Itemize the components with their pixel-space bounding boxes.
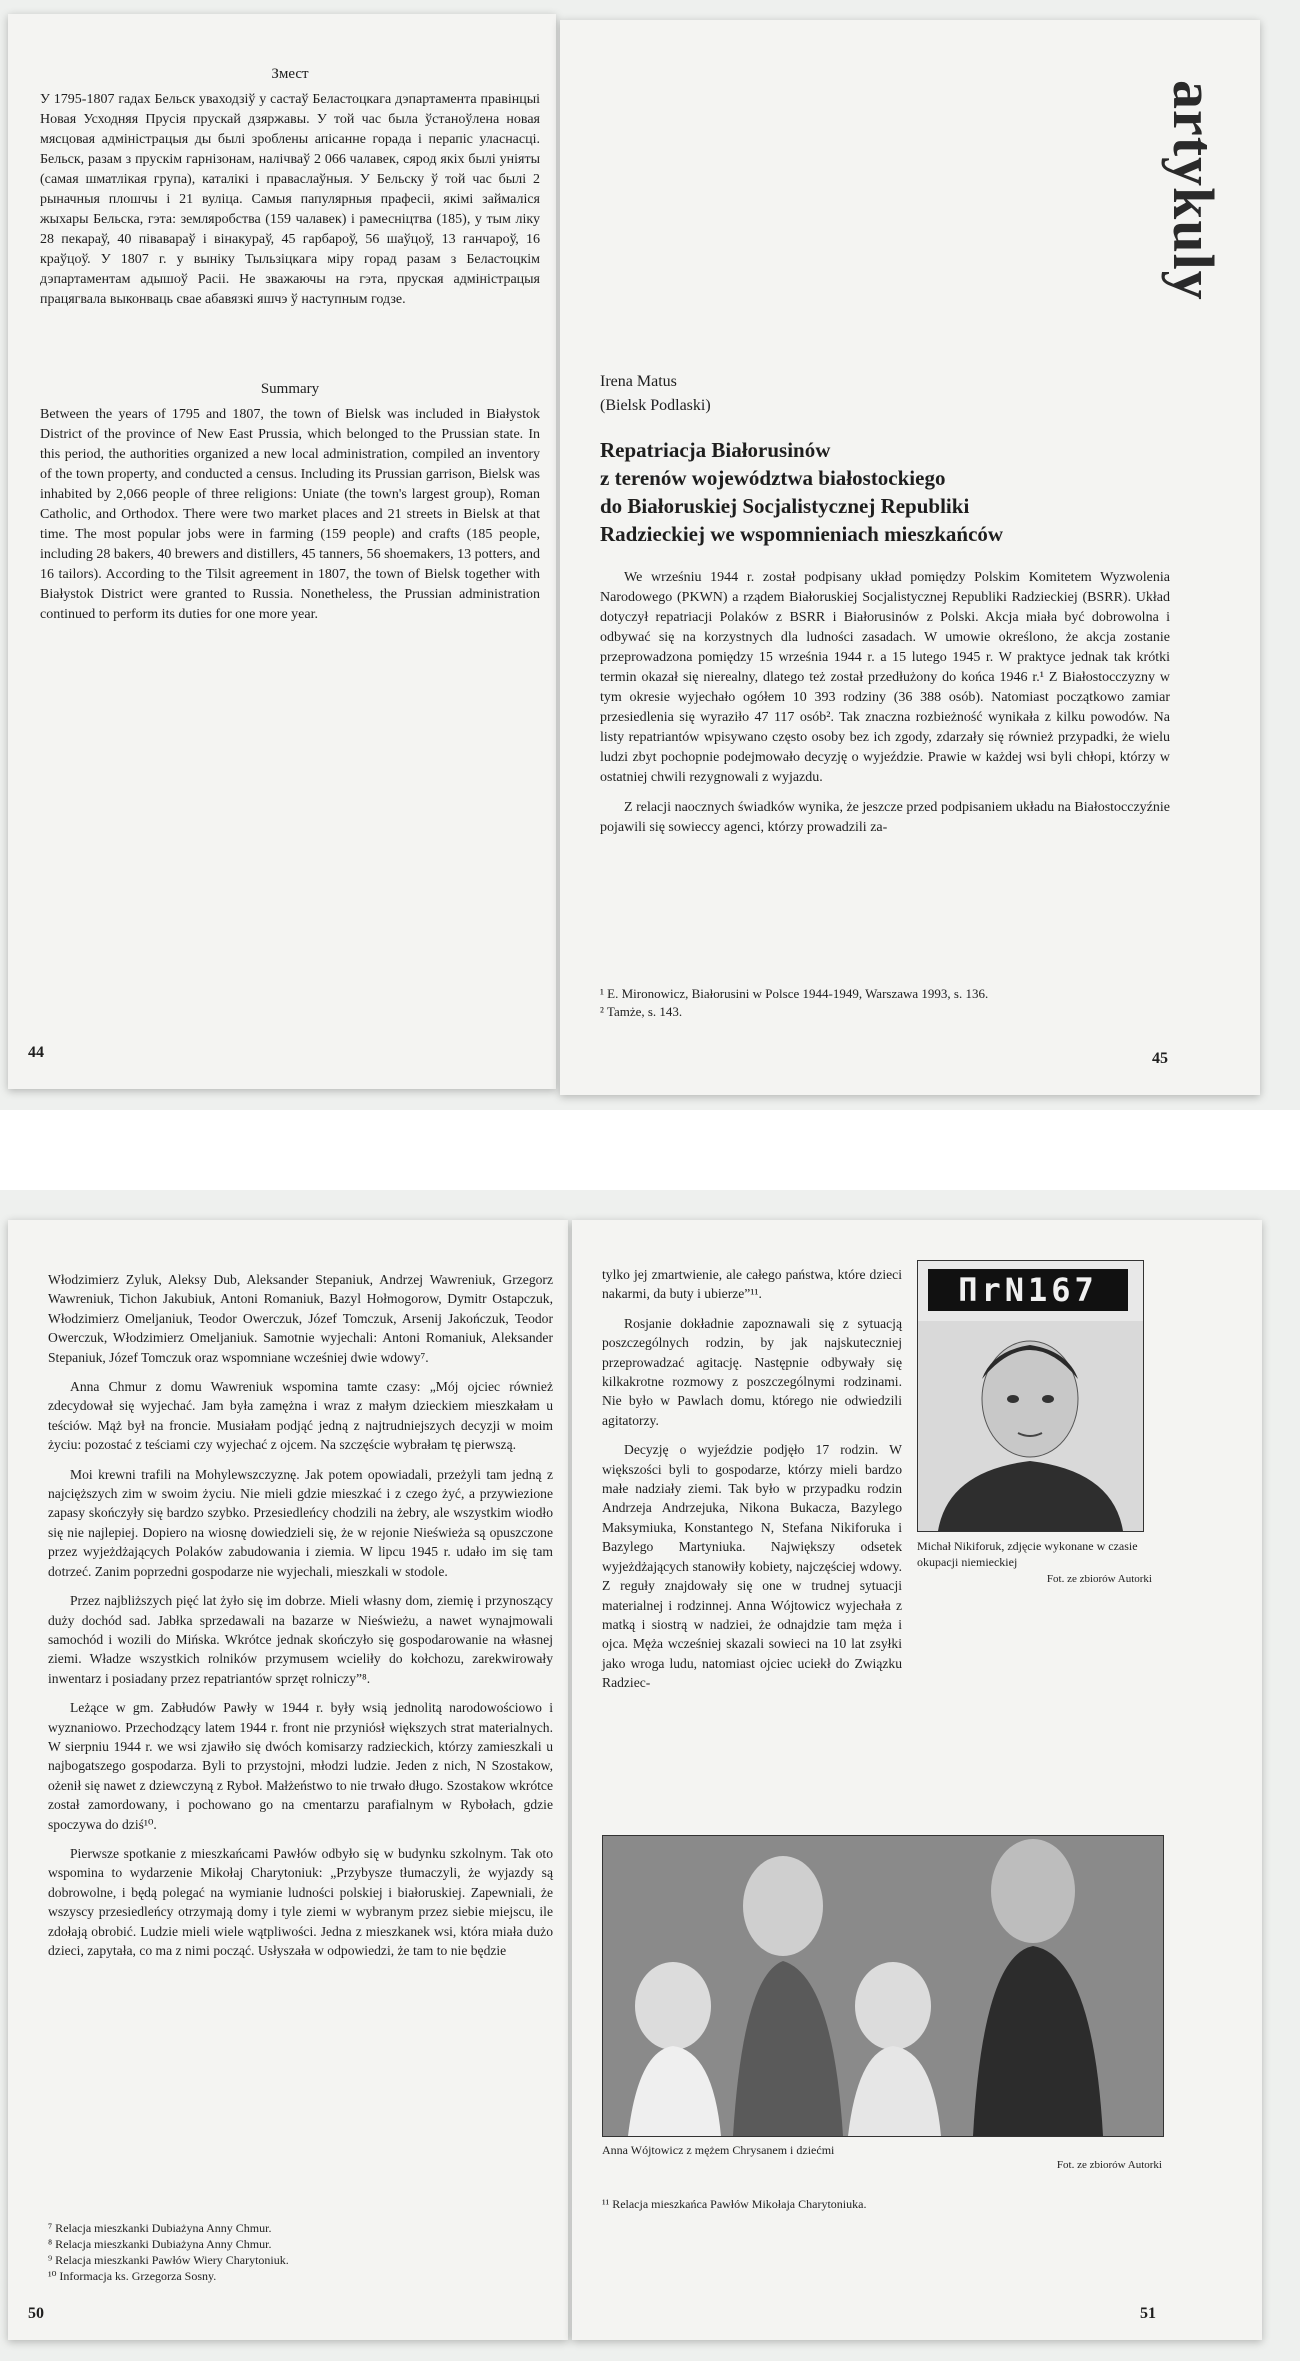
bottom-spread — [0, 1190, 1300, 2361]
paragraph: Leżące w gm. Zabłudów Pawły w 1944 r. były wsią jednolitą narodowościowo i wyznaniowo. Przechodzący latem 1944 r. front nie przyniósł większych strat materialnych. W sierpniu 1944 r. we wsi zjawiło się dwóch komisarzy radzieckich, którzy zamieszkali u najbogatszego gospodarza. Byli to przystojni, młodzi ludzie. Jeden z nich, N Szostakow, ożenił się nawet z dziewczyną z Ryboł. Małżeństwo to nie trwało długo. Szostakow wkrótce został zamordowany, i pochowano go na cmentarzu parafialnym w Rybołach, gdzie spoczywa do dziś¹⁰. — [48, 1700, 553, 1832]
footnote: ² Tamże, s. 143. — [600, 1004, 683, 1019]
paragraph: We wrześniu 1944 r. został podpisany układ pomiędzy Polskim Komitetem Wyzwolenia Narodowego (PKWN) a rządem Białoruskiej Socjalistycznej Republiki Radzieckiej (BSRR). Układ dotyczył repatriacji Polaków z BSRR i Białorusinów z Polski. Akcja miała być dobrowolna i odbywać się na korzystnych dla ludności zasadach. W umowie określono, że akcja zostanie przeprowadzona pomiędzy 15 września 1944 r. a 15 lutego 1945 r. W praktyce jednak tak krótki termin okazał się nierealny, dlatego też został przedłużony do końca 1946 r.¹ Z Białostocczyzny w tym okresie wyjechało ogółem 10 393 rodziny (36 388 osób). Natomiast początkowo zamiar przesiedlenia się wyraziło 47 117 osób². Tak znaczna rozbieżność wynikała z kilku powodów. Na listy repatriantów wpisywano często osoby bez ich zgody, zdarzały się również przypadki, że wielu ludzi zbyt pochopnie podejmowało decyzję o wyjeździe. Prawie w każdej wsi byli chłopi, którzy w ostatniej chwili rezygnowali z wyjazdu. — [600, 570, 1170, 785]
article-body — [602, 1265, 902, 1703]
footnote: ¹¹ Relacja mieszkańca Pawłów Mikołaja Charytoniuka. — [602, 2197, 867, 2211]
photo-caption: Michał Nikiforuk, zdjęcie wykonane w czasie okupacji niemieckiej — [917, 1539, 1138, 1569]
zmest-section — [40, 64, 540, 320]
page-50 — [8, 1220, 568, 2340]
page-number: 50 — [28, 2305, 44, 2322]
footnote: ⁸ Relacja mieszkanki Dubiażyna Anny Chmur. — [48, 2237, 272, 2251]
photo-credit: Fot. ze zbiorów Autorki — [1046, 1573, 1152, 1585]
summary-section — [40, 379, 540, 635]
article-body — [600, 370, 1170, 848]
author-name: Irena Matus — [600, 373, 677, 390]
paragraph: Rosjanie dokładnie zapoznawali się z sytuacją poszczególnych rodzin, by jak najskuteczniej przeprowadzać agitację. Następnie odbywały się kilkakrotne rozmowy z poszczególnymi rodzinami. Nie było w Pawlach domu, którego nie odwiedzili agitatorzy. — [602, 1315, 902, 1428]
paragraph: Przez najbliższych pięć lat żyło się im dobrze. Mieli własny dom, ziemię i przynoszący duży dochód sad. Jabłka sprzedawali na bazarze w Nieświeżu, a nawet wynajmowali samochód i wozili do Mińska. Wkrótce jednak skończyło się gospodarowanie na własnej ziemi. Władze wszystkich rolników przymusem wcieliły do kołchozu, zarekwirowały inwentarz i posiadany przez repatriantów sprzęt rolniczy”⁸. — [48, 1593, 553, 1686]
photo-sign: ΠrN167 — [928, 1269, 1128, 1311]
footnote: ¹ E. Mironowicz, Białorusini w Polsce 1944-1949, Warszawa 1993, s. 136. — [600, 986, 989, 1001]
title-line: Repatriacja Białorusinów — [600, 438, 831, 462]
paragraph: Pierwsze spotkanie z mieszkańcami Pawłów odbyło się w budynku szkolnym. Tak oto wspomina to wydarzenie Mikołaj Charytoniuk: „Przybysze tłumaczyli, że wyjazdy są dobrowolne, i będą polegać na wymianie ludności polskiej i białoruskiej. Zapewniali, że wszyscy przesiedleńcy otrzymają domy i tyle ziemi w wybranym przez siebie miejscu, ile zdołają obrobić. Ludzie mieli wiele wątpliwości. Jedna z mieszkanek wsi, która miała dużo dzieci, zapytała, co ma z nimi począć. Usłyszała w odpowiedzi, że tam to nie będzie — [48, 1845, 553, 1958]
zmest-heading: Змест — [271, 66, 309, 82]
paragraph: Anna Chmur z domu Wawreniuk wspomina tamte czasy: „Mój ojciec również zdecydował się wyjechać. Jam była zamężna i wraz z małym dzieckiem mieszkałam u teściów. Mąż był na froncie. Musiałam podjąć jedną z najtrudniejszych decyzji w moim życiu: pozostać z teściami czy wyjechać z ojcem. Na szczęście wybrałam tę pierwszą. — [48, 1379, 553, 1453]
paragraph: Decyzję o wyjeździe podjęło 17 rodzin. W większości byli to gospodarze, którzy mieli bardzo małe nadziały ziemi. Tak było w przypadku rodzin Andrzeja Andrzejuka, Nikona Bukacza, Bazylego Maksymiuka, Konstantego N, Stefana Nikiforuka i Bazylego Martyniuka. Największy odsetek wyjeżdżających stanowiły kobiety, najczęściej wdowy. Z reguły znajdowały się one w trudnej sytuacji materialnej i rodzinnej. Anna Wójtowicz wyjechała z matką i siostrą w nadziei, że odnajdzie tam męża i ojca. Męża wcześniej skazali sowieci na 10 lat zsyłki jako wroga ludu, natomiast ojciec uciekł do Związku Radziec- — [602, 1442, 902, 1691]
page-51 — [572, 1220, 1262, 2340]
photo-credit: Fot. ze zbiorów Autorki — [1056, 2159, 1162, 2171]
paragraph: Z relacji naocznych świadków wynika, że jeszcze przed podpisaniem układu na Białostocczyźnie pojawili się sowieccy agenci, którzy prowadzili za- — [600, 800, 1170, 835]
page-45 — [560, 20, 1260, 1095]
zmest-text: У 1795-1807 гадах Бельск уваходзіў у састаў Беластоцкага дэпартамента правінцыі Новая Усходняя Прусія прускай дзяржавы. У той час была ўстаноўлена новая мясцовая адміністрацыя ды былі зроблены апісанне горада і перапіс уласнасці. Бельск, разам з прускім гарнізонам, налічваў 2 066 чалавек, сярод якіх былі уніяты (самая шматлікая група), каталікі і праваслаўныя. У Бельску ў той час былі 2 рыначныя плошчы і 21 вуліца. Самыя папулярныя прафесіі, якімі займаліся жыхары Бельска, гэта: земляробства (159 чалавек) і рамесніцтва (185), у тым ліку 28 пекараў, 40 півавараў і вінакураў, 45 гарбароў, 56 шаўцоў, 13 ганчароў, 16 краўцоў. У 1807 г. у выніку Тыльзіцкага міру горад разам з Беластоцкім дэпартаментам адышоў Расіі. Не зважаючы на гэта, пруская адміністрацыя працягвала выконваць свае абавязкі яшчэ ў наступным годзе. — [40, 92, 540, 307]
footnote: ¹⁰ Informacja ks. Grzegorza Sosny. — [48, 2269, 217, 2283]
footnote: ⁹ Relacja mieszkanki Pawłów Wiery Charytoniuk. — [48, 2253, 289, 2267]
title-line: do Białoruskiej Socjalistycznej Republiki — [600, 494, 970, 518]
paragraph: Włodzimierz Zyluk, Aleksy Dub, Aleksander Stepaniuk, Andrzej Wawreniuk, Grzegorz Wawreniuk, Tichon Jakubiuk, Antoni Romaniuk, Bazyl Hołmogorow, Dymitr Ostapczuk, Włodzimierz Omeljaniuk, Teodor Owerczuk, Józef Tomczuk, Arsenij Jakończuk, Teodor Owerczuk, Włodzimierz Omeljaniuk. Samotnie wyjechali: Antoni Romaniuk, Aleksander Stepaniuk, Józef Tomczuk oraz wspomniane wcześniej dwie wdowy⁷. — [48, 1272, 553, 1365]
title-line: z terenów województwa białostockiego — [600, 466, 946, 490]
page-number: 45 — [1152, 1050, 1168, 1067]
article-title — [600, 436, 1170, 548]
footnotes — [48, 2220, 553, 2284]
portrait-photo — [917, 1260, 1144, 1532]
top-spread — [0, 0, 1300, 1110]
footnote: ⁷ Relacja mieszkanki Dubiażyna Anny Chmur. — [48, 2221, 272, 2235]
footnotes — [600, 985, 1170, 1021]
portrait-figure — [918, 1321, 1143, 1531]
title-line: Radzieckiej we wspomnieniach mieszkańców — [600, 522, 1004, 546]
summary-text: Between the years of 1795 and 1807, the town of Bielsk was included in Białystok District of the province of New East Prussia, which belonged to the Prussian state. In this period, the authorities organized a new local administration, compiled an inventory of the town property, and conducted a census. Including its Prussian garrison, Bielsk was inhabited by 2,066 people of three religions: Uniate (the town's largest group), Roman Catholic, and Orthodox. There were two market places and 21 streets in Bielsk at that time. The most popular jobs were in farming (159 people) and crafts (185 people, including 28 bakers, 40 brewers and distillers, 45 tanners, 56 shoemakers, 13 potters, and 16 tailors). According to the Tilsit agreement in 1807, the town of Bielsk together with Białystok District were granted to Russia. Nonetheless, the Prussian administration continued to perform its duties for one more year. — [40, 407, 541, 622]
section-label: artykuly — [1161, 80, 1226, 301]
page-number: 51 — [1140, 2305, 1156, 2322]
footnotes — [602, 2195, 1162, 2213]
photo-caption: Anna Wójtowicz z mężem Chrysanem i dziećmi — [602, 2143, 835, 2157]
page-number: 44 — [28, 1044, 44, 1061]
paragraph: tylko jej zmartwienie, ale całego państwa, które dzieci nakarmi, da buty i ubierze”¹¹. — [602, 1267, 902, 1302]
article-body — [48, 1270, 553, 1970]
paragraph: Moi krewni trafili na Mohylewszczyznę. Jak potem opowiadali, przeżyli tam jedną z najcięższych zim w swoim życiu. Nie mieli gdzie mieszkać i z czego żyć, a przywiezione zapasy skończyły się bardzo szybko. Przesiedleńcy chodzili na żebry, ale wszystkim wiodło się nie najlepiej. Dopiero na wiosnę dowiedzieli się, że w rejonie Nieświeża są opuszczone przez wyjeżdżających Polaków zabudowania i ziemia. W lipcu 1945 r. udało im się tam dotrzeć. Zanim poprzedni gospodarze nie wyjechali, mieszkali w stodole. — [48, 1466, 553, 1579]
summary-heading: Summary — [260, 381, 320, 397]
author-place: (Bielsk Podlaski) — [600, 397, 711, 414]
family-figures — [603, 1836, 1163, 2136]
page-44 — [8, 14, 556, 1089]
family-photo — [602, 1835, 1164, 2137]
